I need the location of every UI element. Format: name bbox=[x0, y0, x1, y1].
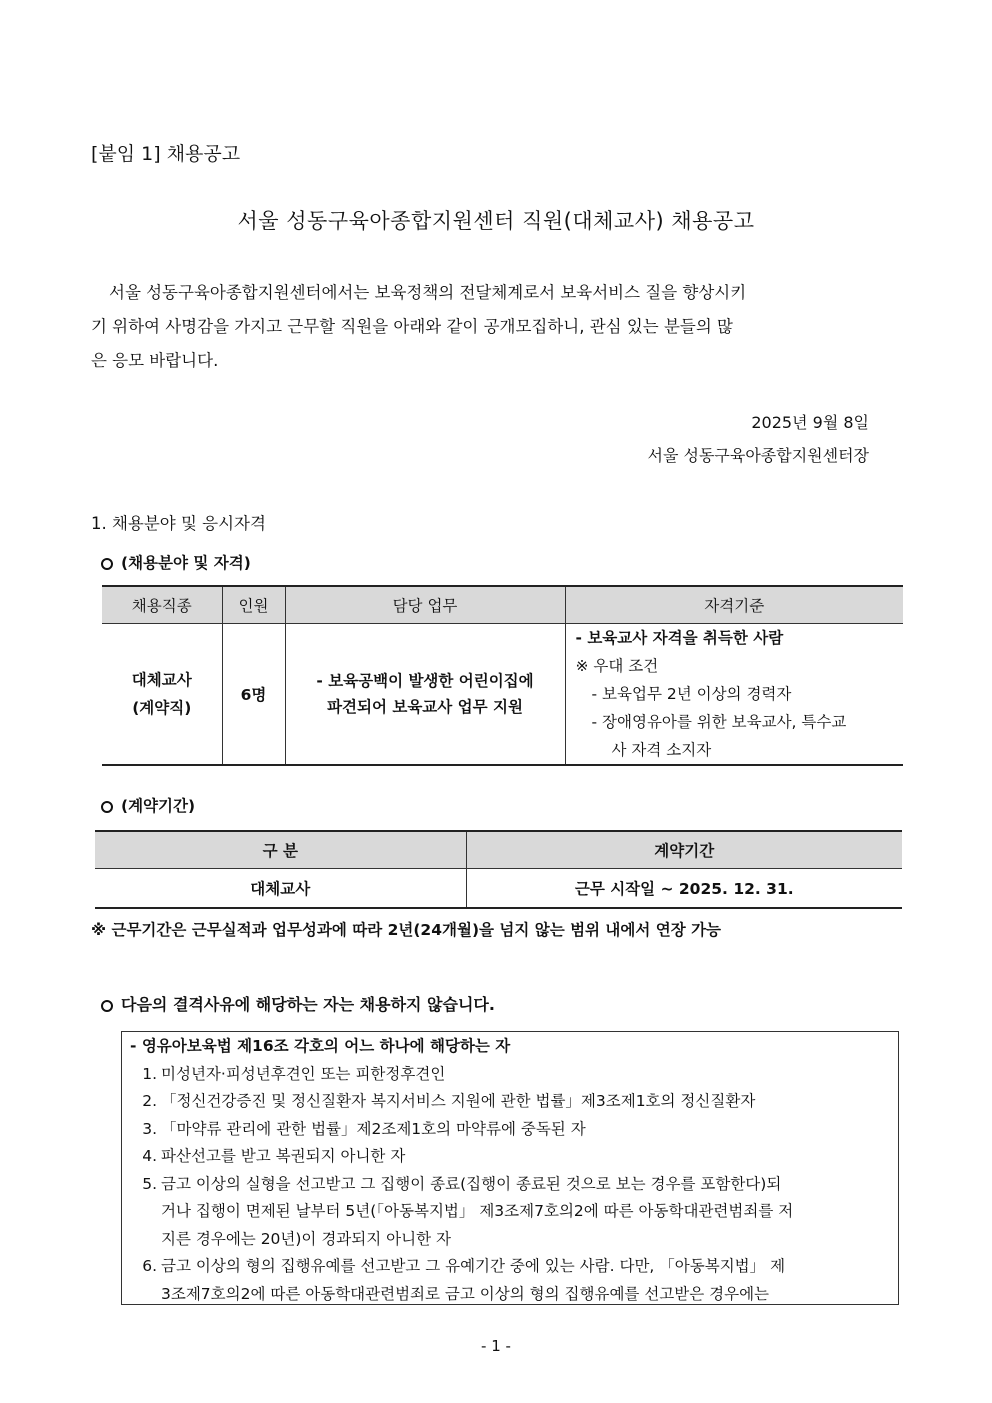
qualification-line: - 장애영유아를 위한 보육교사, 특수교 bbox=[591, 713, 847, 731]
item-continuation: 3조제7호의2에 따른 아동학대관련범죄로 금고 이상의 형의 집행유예를 선고받은 경우에는 bbox=[161, 1284, 770, 1303]
list-item bbox=[130, 1116, 898, 1144]
item-number: 4. bbox=[142, 1147, 157, 1165]
table-header: 계약기간 bbox=[466, 831, 902, 869]
signatory: 서울 성동구육아종합지원센터장 bbox=[647, 446, 869, 465]
circle-bullet-icon bbox=[101, 801, 113, 813]
list-item bbox=[130, 1171, 898, 1199]
document-title: 서울 성동구육아종합지원센터 직원(대체교사) 채용공고 bbox=[237, 209, 755, 233]
qualification-cell bbox=[565, 624, 903, 766]
table-cell: 대체교사 bbox=[250, 880, 311, 898]
qualification-line: - 보육교사 자격을 취득한 사람 bbox=[575, 629, 784, 647]
duty-line: 파견되어 보육교사 업무 지원 bbox=[327, 698, 523, 716]
table-header: 구 분 bbox=[95, 831, 466, 869]
intro-line: 은 응모 바랍니다. bbox=[91, 351, 219, 370]
page-number: - 1 - bbox=[481, 1337, 511, 1355]
duty-cell bbox=[285, 624, 565, 766]
duty-line: - 보육공백이 발생한 어린이집에 bbox=[316, 672, 534, 690]
intro-paragraph bbox=[91, 276, 886, 378]
item-text: 미성년자·피성년후견인 또는 피한정후견인 bbox=[161, 1064, 446, 1083]
list-item bbox=[130, 1061, 898, 1089]
headcount-cell: 6명 bbox=[222, 624, 285, 766]
section-1-title: 1. 채용분야 및 응시자격 bbox=[91, 514, 266, 533]
disqualification-head: - 영유아보육법 제16조 각호의 어느 하나에 해당하는 자 bbox=[130, 1037, 511, 1055]
subsection-contract bbox=[101, 794, 195, 816]
qualification-line: 사 자격 소지자 bbox=[611, 741, 712, 759]
item-text: 금고 이상의 실형을 선고받고 그 집행이 종료(집행이 종료된 것으로 보는 경우를 포함한다)되 bbox=[161, 1174, 782, 1193]
table-header-row bbox=[102, 586, 903, 624]
list-item bbox=[130, 1143, 898, 1171]
contract-table bbox=[95, 830, 902, 909]
notice-date: 2025년 9월 8일 bbox=[751, 413, 869, 432]
circle-bullet-icon bbox=[101, 1000, 113, 1012]
item-text: 금고 이상의 형의 집행유예를 선고받고 그 유예기간 중에 있는 사람. 다만, 「아동복지법」 제 bbox=[161, 1257, 786, 1275]
intro-line: 서울 성동구육아종합지원센터에서는 보육정책의 전달체계로서 보육서비스 질을 향상시키 bbox=[109, 283, 747, 302]
list-item bbox=[130, 1088, 898, 1116]
item-continuation: 거나 집행이 면제된 날부터 5년(「아동복지법」 제3조제7호의2에 따른 아동학대관련범죄를 저 bbox=[161, 1202, 794, 1220]
table-header-row bbox=[95, 831, 902, 869]
item-number: 3. bbox=[142, 1119, 157, 1138]
subsection-title: 다음의 결격사유에 해당하는 자는 채용하지 않습니다. bbox=[121, 995, 495, 1014]
item-number: 1. bbox=[142, 1064, 157, 1083]
item-number: 2. bbox=[142, 1092, 157, 1110]
job-contract-type: (계약직) bbox=[132, 699, 192, 717]
subsection-positions bbox=[101, 551, 251, 573]
table-cell: 근무 시작일 ~ 2025. 12. 31. bbox=[466, 869, 902, 909]
item-text: 파산선고를 받고 복권되지 아니한 자 bbox=[161, 1147, 406, 1165]
circle-bullet-icon bbox=[101, 558, 113, 570]
job-type-cell bbox=[102, 624, 222, 766]
extension-note: ※ 근무기간은 근무실적과 업무성과에 따라 2년(24개월)을 넘지 않는 범위 내에서 연장 가능 bbox=[91, 921, 722, 939]
table-header: 인원 bbox=[222, 586, 285, 624]
positions-table bbox=[102, 585, 903, 766]
subsection-disqualification bbox=[101, 992, 495, 1015]
list-item bbox=[130, 1253, 898, 1281]
table-row bbox=[95, 869, 902, 909]
item-number: 6. bbox=[142, 1257, 157, 1275]
qualification-line: - 보육업무 2년 이상의 경력자 bbox=[591, 685, 792, 703]
item-number: 5. bbox=[142, 1174, 157, 1193]
item-continuation: 지른 경우에는 20년)이 경과되지 아니한 자 bbox=[161, 1229, 451, 1248]
qualification-line: ※ 우대 조건 bbox=[575, 657, 659, 675]
item-text: 「정신건강증진 및 정신질환자 복지서비스 지원에 관한 법률」제3조제1호의 정신질환자 bbox=[161, 1092, 756, 1110]
table-header: 담당 업무 bbox=[285, 586, 565, 624]
table-row bbox=[102, 624, 903, 766]
subsection-title: (계약기간) bbox=[121, 797, 196, 815]
table-header: 자격기준 bbox=[565, 586, 903, 624]
subsection-title: (채용분야 및 자격) bbox=[121, 554, 251, 572]
table-header: 채용직종 bbox=[102, 586, 222, 624]
attachment-label: [붙임 1] 채용공고 bbox=[91, 143, 241, 165]
intro-line: 기 위하여 사명감을 가지고 근무할 직원을 아래와 같이 공개모집하니, 관심 있는 분들의 많 bbox=[91, 317, 733, 336]
job-type: 대체교사 bbox=[131, 671, 192, 689]
disqualification-box bbox=[121, 1031, 899, 1305]
item-text: 「마약류 관리에 관한 법률」제2조제1호의 마약류에 중독된 자 bbox=[161, 1119, 586, 1138]
